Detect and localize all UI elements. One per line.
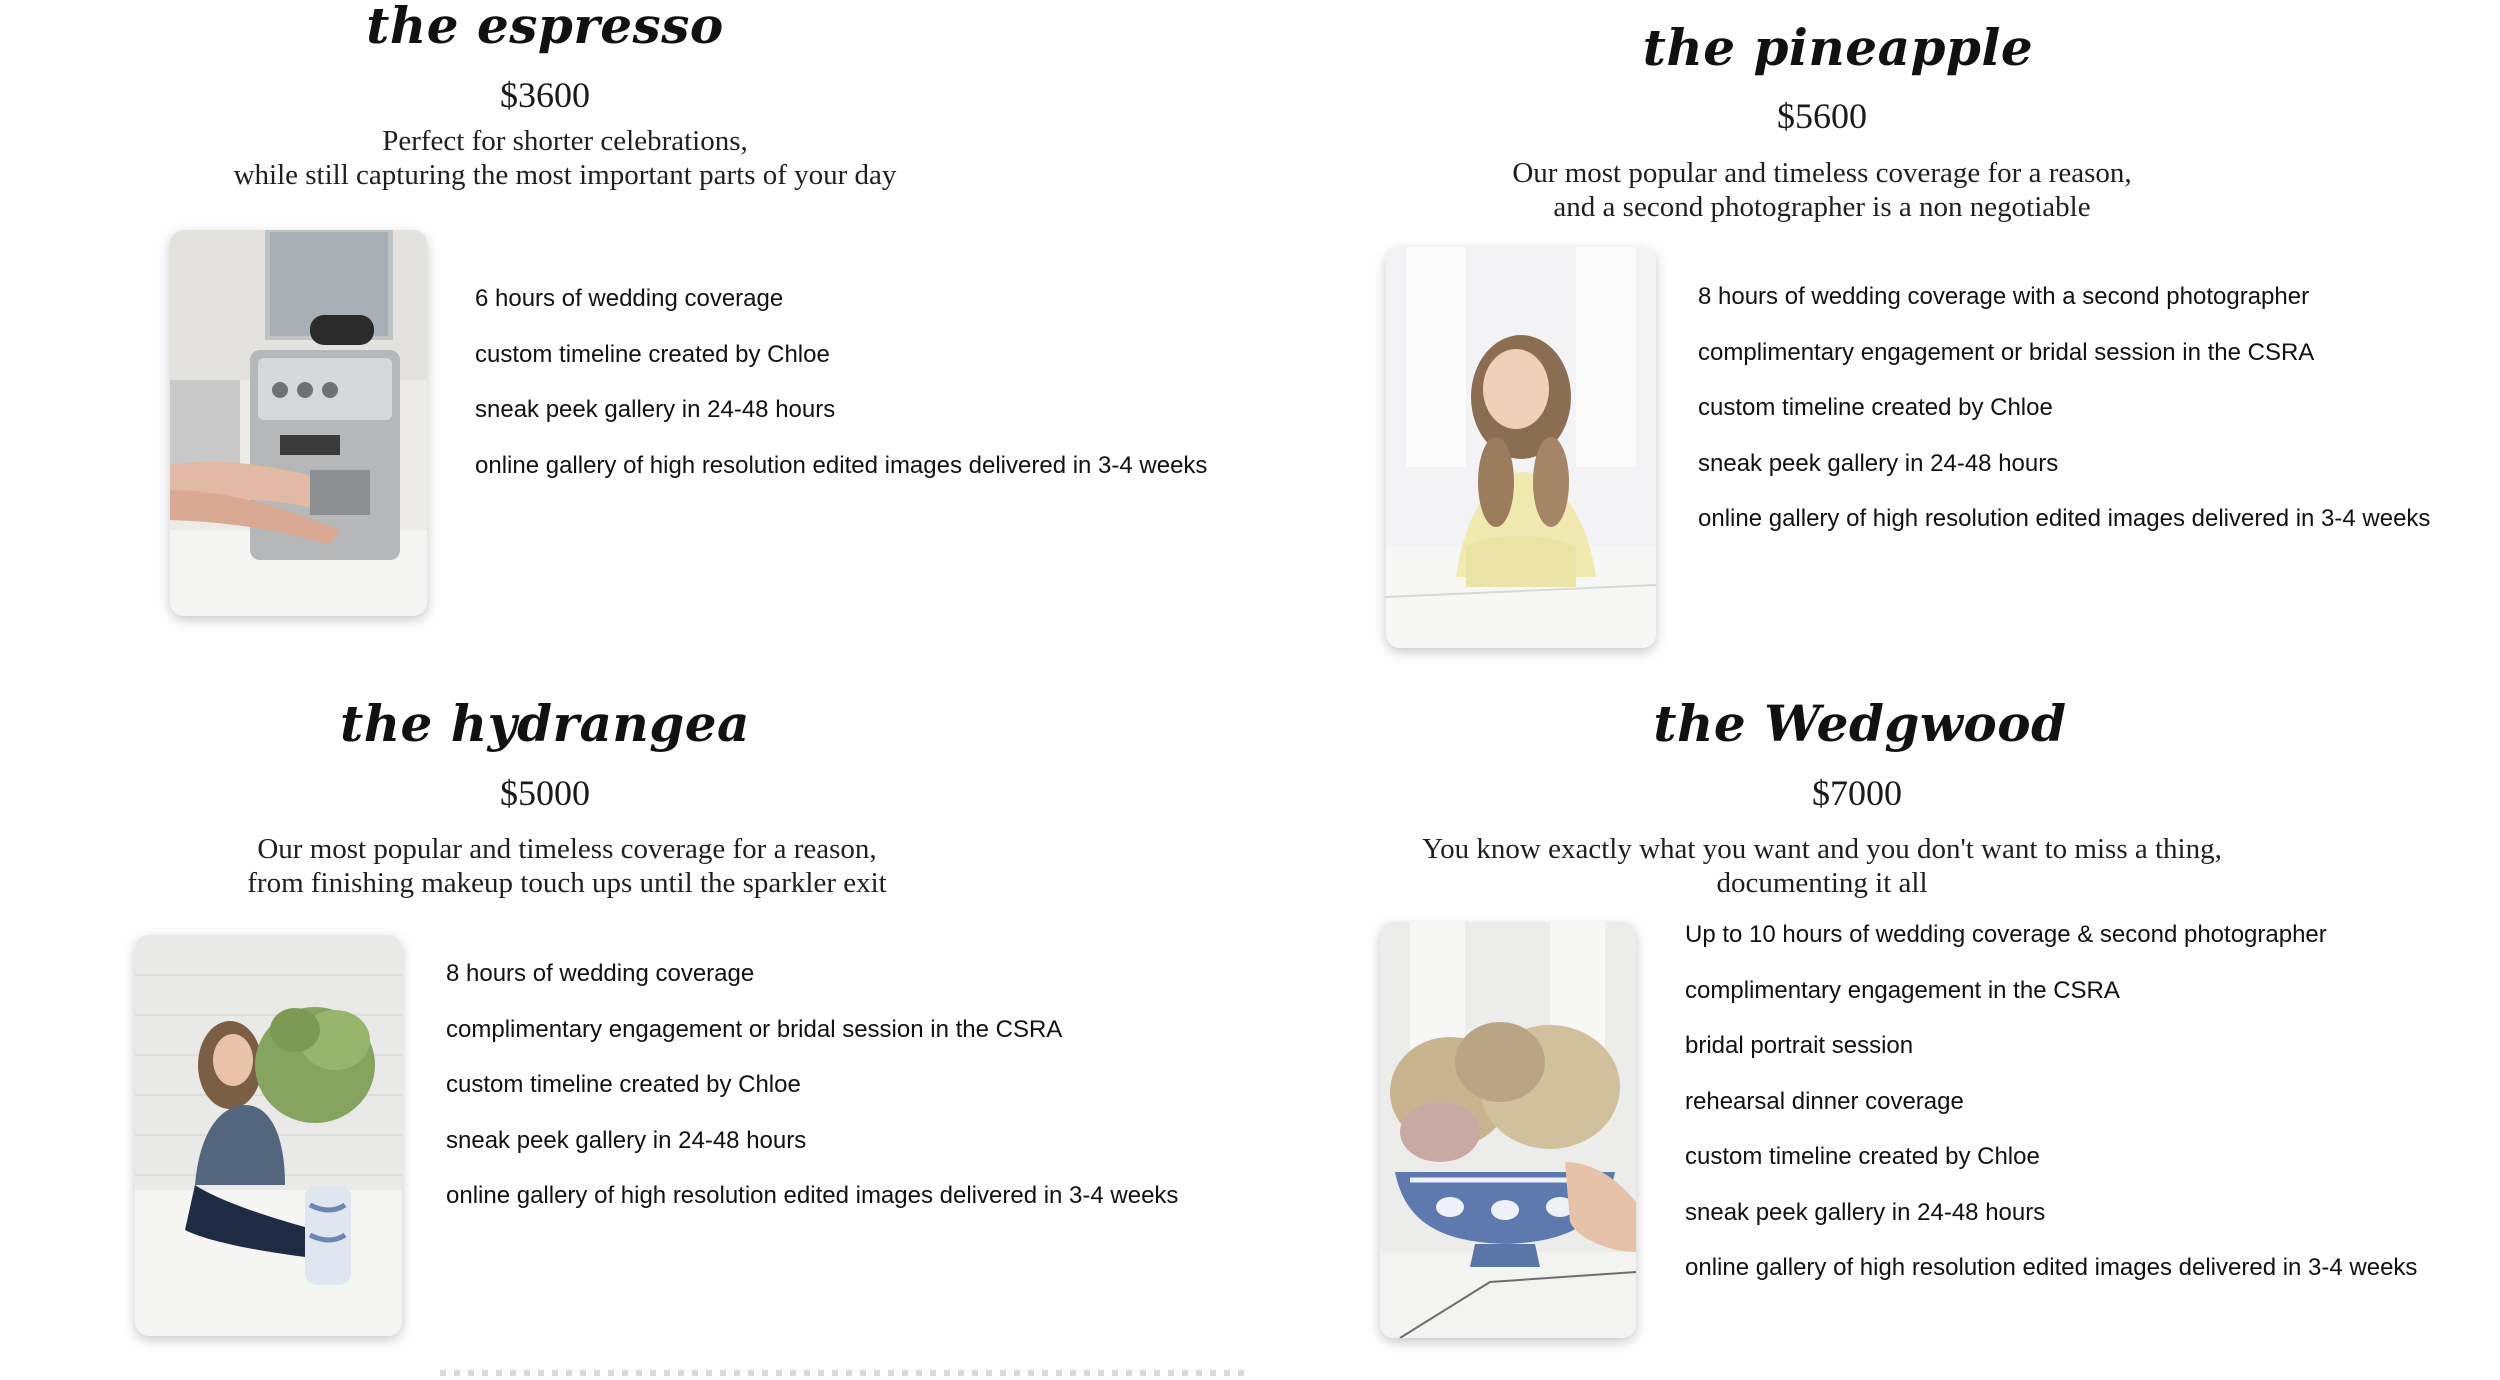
list-item: custom timeline created by Chloe [475,340,830,368]
feature-list [1685,920,2417,1309]
list-item: custom timeline created by Chloe [1685,1143,2040,1170]
espresso-machine-photo [170,230,427,616]
list-item: sneak peek gallery in 24-48 hours [475,396,836,423]
package-title: the hydrangea [340,694,750,753]
package-tagline: Perfect for shorter celebrations, while still capturing the most important parts of your day [233,125,897,191]
photographer-portrait-photo [1386,247,1656,648]
list-item: sneak peek gallery in 24-48 hours [1698,449,2059,477]
list-item: rehearsal dinner coverage [1685,1087,1964,1115]
package-title: the pineapple [1642,18,2034,77]
package-price: $7000 [1812,773,1902,813]
package-tagline: Our most popular and timeless coverage for a reason, from finishing makeup touch ups until the sparkler exit [247,833,887,899]
package-tagline: Our most popular and timeless coverage for a reason, and a second photographer is a non negotiable [1512,157,2132,223]
list-item: online gallery of high resolution edited images delivered in 3-4 weeks [1685,1254,2418,1281]
feature-list [446,959,1178,1237]
package-price: $3600 [500,75,590,115]
package-title: the espresso [366,0,724,55]
package-title: the Wedgwood [1653,694,2067,753]
wedgwood-bowl-photo [1380,922,1636,1338]
list-item: custom timeline created by Chloe [1698,394,2053,421]
list-item: bridal portrait session [1685,1032,1914,1059]
list-item: online gallery of high resolution edited images delivered in 3-4 weeks [1698,505,2431,532]
list-item: sneak peek gallery in 24-48 hours [446,1126,807,1154]
package-price: $5600 [1777,96,1867,136]
feature-list [1698,282,2430,560]
list-item: 8 hours of wedding coverage with a second photographer [1698,283,2310,310]
list-item: 8 hours of wedding coverage [446,960,755,987]
list-item: online gallery of high resolution edited images delivered in 3-4 weeks [475,451,1208,479]
feature-list [475,284,1207,506]
list-item: online gallery of high resolution edited images delivered in 3-4 weeks [446,1182,1179,1209]
list-item: complimentary engagement in the CSRA [1685,976,2120,1004]
list-item: Up to 10 hours of wedding coverage & second photographer [1685,921,2327,948]
list-item: custom timeline created by Chloe [446,1071,801,1098]
woman-with-hydrangeas-photo [135,935,402,1336]
list-item: 6 hours of wedding coverage [475,285,784,312]
list-item: sneak peek gallery in 24-48 hours [1685,1198,2046,1226]
list-item: complimentary engagement or bridal session in the CSRA [446,1015,1063,1043]
package-price: $5000 [500,773,590,813]
cropped-text-fragment [0,1366,2500,1380]
package-tagline: You know exactly what you want and you don't want to miss a thing, documenting it all [1422,833,2222,899]
list-item: complimentary engagement or bridal session in the CSRA [1698,338,2315,366]
